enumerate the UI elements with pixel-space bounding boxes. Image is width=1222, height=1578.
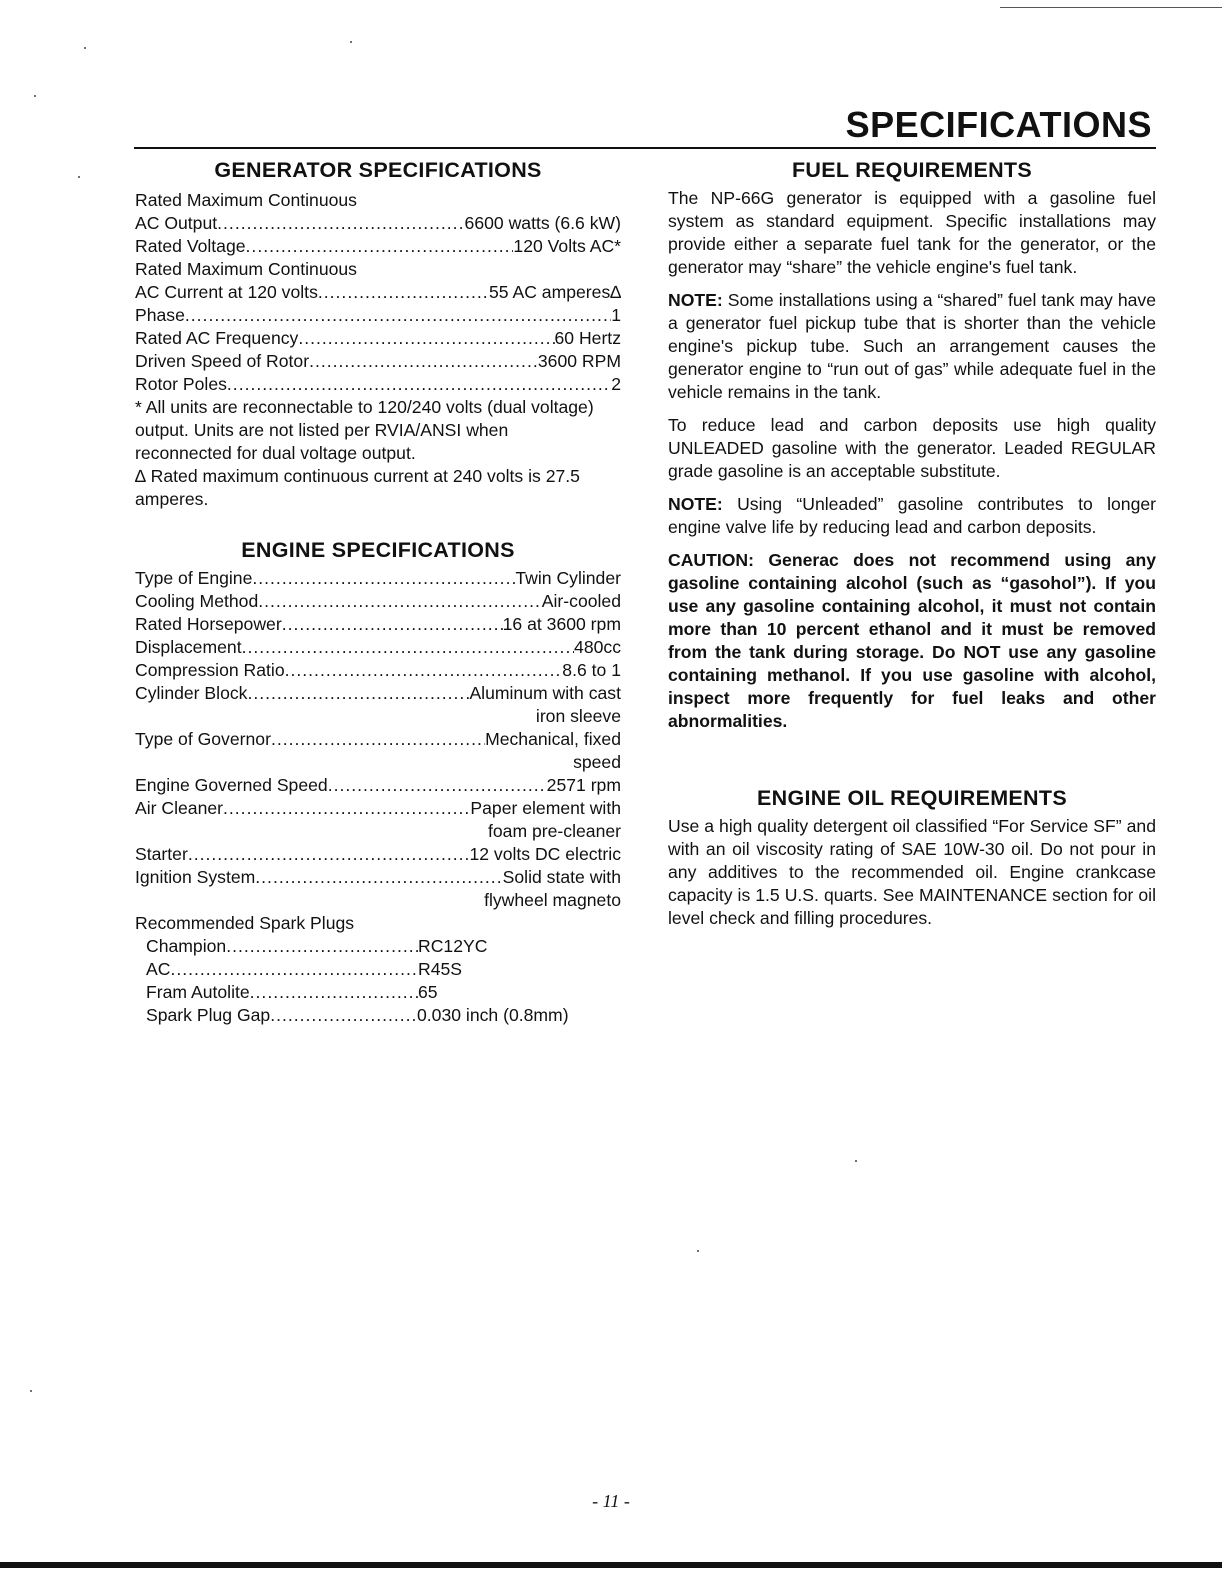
spec-row-ac-plug: AC ..... R45S bbox=[146, 958, 498, 981]
footnote-star: * All units are reconnectable to 120/240 volts (dual voltage) output. Units are not listed per RVIA/ANSI when reconnected for dual voltage output. bbox=[135, 397, 594, 463]
bottom-rule bbox=[0, 1562, 1222, 1568]
footnote-delta: ∆ Rated maximum continuous current at 240 volts is 27.5 amperes. bbox=[135, 466, 580, 509]
spec-row-starter: Starter ..... 12 volts DC electric bbox=[135, 843, 621, 866]
engine-specs-list bbox=[135, 567, 621, 1027]
spec-row-cooling: Cooling Method ..... Air-cooled bbox=[135, 590, 621, 613]
left-column bbox=[135, 155, 621, 1027]
spec-row-rotor-poles: Rotor Poles ..... 2 bbox=[135, 373, 621, 396]
page-number: - 11 - bbox=[592, 1491, 630, 1511]
scan-speck bbox=[855, 1160, 857, 1162]
note-label: NOTE: bbox=[668, 494, 723, 514]
page-title: SPECIFICATIONS bbox=[845, 104, 1152, 145]
fuel-note-2 bbox=[668, 493, 1156, 539]
spec-row-ac-output: AC Output ..... 6600 watts (6.6 kW) bbox=[135, 212, 621, 235]
spec-row-fram: Fram Autolite ..... 65 bbox=[146, 981, 498, 1004]
spec-row-frequency: Rated AC Frequency ..... 60 Hertz bbox=[135, 327, 621, 350]
oil-paragraph: Use a high quality detergent oil classified “For Service SF” and with an oil viscosity rating of SAE 10W-30 oil. Do not pour in any additives to the recommended oil. Engine crankcase capacity is 1.5 U.S. quarts. See MAINTENANCE section for oil level check and filling procedures. bbox=[668, 816, 1156, 928]
spec-row-rated-voltage: Rated Voltage ..... 120 Volts AC* bbox=[135, 235, 621, 258]
fuel-note-1 bbox=[668, 289, 1156, 404]
spec-row-rotor-speed: Driven Speed of Rotor ..... 3600 RPM bbox=[135, 350, 621, 373]
generator-specs-list bbox=[135, 189, 621, 511]
fuel-caution: CAUTION: Generac does not recommend using any gasoline containing alcohol (such as “gasohol”). If you use any gasoline containing alcohol, it must not contain more than 10 percent ethanol and it must be removed from the tank during storage. Do NOT use any gasoline containing methanol. If you use gasoline with alcohol, inspect more frequently for fuel leaks and other abnormalities. bbox=[668, 550, 1156, 731]
engine-specs-heading: ENGINE SPECIFICATIONS bbox=[241, 538, 515, 562]
fuel-paragraph-1: The NP-66G generator is equipped with a gasoline fuel system as standard equipment. Specific installations may provide either a separate fuel tank for the generator, or the generator may “share” the vehicle engine's fuel tank. bbox=[668, 188, 1156, 277]
spec-row-governor-cont: speed bbox=[573, 752, 621, 772]
note-text: Some installations using a “shared” fuel tank may have a generator fuel pickup tube that is shorter than the vehicle engine's pickup tube. Such an arrangement causes the generator engine to “run out of gas” while adequate fuel in the vehicle remains in the tank. bbox=[668, 290, 1156, 402]
title-rule bbox=[134, 147, 1156, 149]
spec-row-cylinder-block: Cylinder Block ..... Aluminum with cast bbox=[135, 682, 621, 705]
scan-speck bbox=[30, 1390, 32, 1392]
generator-specs-heading: GENERATOR SPECIFICATIONS bbox=[214, 158, 542, 182]
spec-row-governed-speed: Engine Governed Speed ..... 2571 rpm bbox=[135, 774, 621, 797]
spec-row-engine-type: Type of Engine ..... Twin Cylinder bbox=[135, 567, 621, 590]
scan-speck bbox=[84, 47, 86, 49]
spec-row-air-cleaner: Air Cleaner ..... Paper element with bbox=[135, 797, 621, 820]
spec-row-champion: Champion ..... RC12YC bbox=[146, 935, 498, 958]
scan-speck bbox=[34, 95, 36, 97]
spec-row-ignition-cont: flywheel magneto bbox=[484, 890, 621, 910]
note-label: NOTE: bbox=[668, 290, 723, 310]
right-column bbox=[668, 155, 1156, 940]
spec-row-air-cleaner-cont: foam pre-cleaner bbox=[488, 821, 621, 841]
note-text: Using “Unleaded” gasoline contributes to longer engine valve life by reducing lead and carbon deposits. bbox=[668, 494, 1156, 537]
scan-speck bbox=[350, 41, 352, 43]
spec-label: Rated Maximum Continuous bbox=[135, 259, 357, 279]
spark-plugs-heading: Recommended Spark Plugs bbox=[135, 913, 355, 933]
spec-row-displacement: Displacement ..... 480cc bbox=[135, 636, 621, 659]
spec-row-ac-current: AC Current at 120 volts ..... 55 AC amperes∆ bbox=[135, 281, 621, 304]
spec-row-cylinder-block-cont: iron sleeve bbox=[535, 706, 621, 726]
spec-row-compression: Compression Ratio ..... 8.6 to 1 bbox=[135, 659, 621, 682]
spec-row-governor: Type of Governor ..... Mechanical, fixed bbox=[135, 728, 621, 751]
oil-requirements-heading: ENGINE OIL REQUIREMENTS bbox=[757, 786, 1067, 810]
spec-label: Rated Maximum Continuous bbox=[135, 190, 357, 210]
spark-plugs-list bbox=[135, 935, 601, 1027]
scan-speck bbox=[697, 1250, 699, 1252]
scan-speck bbox=[78, 176, 80, 178]
fuel-paragraph-2: To reduce lead and carbon deposits use high quality UNLEADED gasoline with the generator. Leaded REGULAR grade gasoline is an acceptable substitute. bbox=[668, 415, 1156, 481]
spec-row-plug-gap: Spark Plug Gap ..... 0.030 inch (0.8mm) bbox=[146, 1004, 591, 1027]
spec-row-ignition: Ignition System ..... Solid state with bbox=[135, 866, 621, 889]
fuel-requirements-heading: FUEL REQUIREMENTS bbox=[791, 158, 1033, 182]
top-rule bbox=[1000, 7, 1222, 8]
spec-row-phase: Phase ..... 1 bbox=[135, 304, 621, 327]
spec-row-horsepower: Rated Horsepower ..... 16 at 3600 rpm bbox=[135, 613, 621, 636]
